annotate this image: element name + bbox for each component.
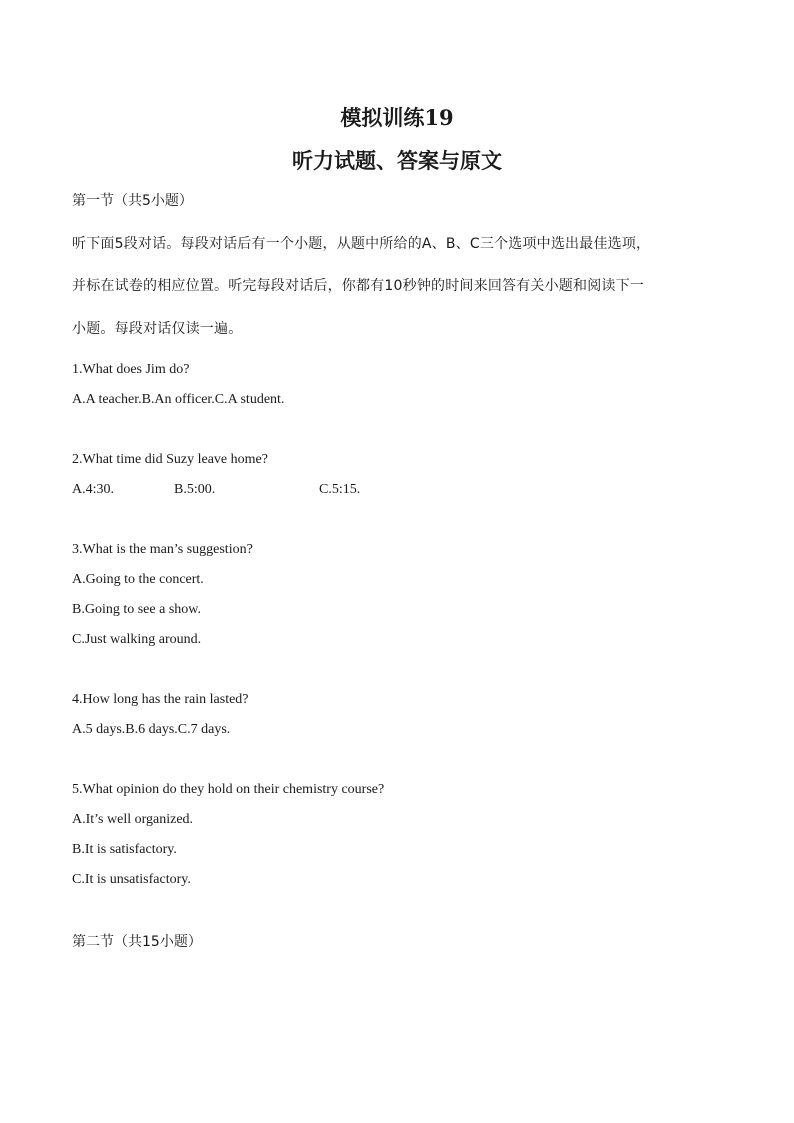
- question-5-option-b: B.It is satisfactory.: [72, 842, 177, 857]
- question-3: 3.What is the man’s suggestion?: [72, 542, 253, 557]
- question-1: 1.What does Jim do?: [72, 362, 190, 377]
- question-4-options: A.5 days.B.6 days.C.7 days.: [72, 722, 231, 737]
- section1-heading: 第一节（共5小题）: [72, 193, 193, 209]
- instruction-line-3: 小题。每段对话仅读一遍。: [72, 321, 243, 337]
- question-4: 4.How long has the rain lasted?: [72, 692, 249, 707]
- question-3-option-a: A.Going to the concert.: [72, 572, 204, 587]
- question-2: 2.What time did Suzy leave home?: [72, 452, 268, 467]
- question-5-option-c: C.It is unsatisfactory.: [72, 872, 191, 887]
- question-1-options: A.A teacher.B.An officer.C.A student.: [72, 392, 285, 407]
- question-3-option-c: C.Just walking around.: [72, 632, 202, 647]
- question-5-option-a: A.It’s well organized.: [72, 812, 194, 827]
- question-2-options: [72, 482, 360, 498]
- question-5: 5.What opinion do they hold on their chemistry course?: [72, 782, 385, 797]
- page-subtitle: 听力试题、答案与原文: [292, 148, 502, 173]
- page-title: 模拟训练19: [340, 105, 454, 130]
- option-a: A.4:30.: [72, 482, 114, 497]
- instruction-line-1: 听下面5段对话。每段对话后有一个小题，从题中所给的A、B、C三个选项中选出最佳选项，: [72, 236, 651, 252]
- question-3-option-b: B.Going to see a show.: [72, 602, 201, 617]
- option-b: B.5:00.: [174, 482, 216, 497]
- option-c: C.5:15.: [319, 482, 361, 497]
- section2-heading: 第二节（共15小题）: [72, 934, 202, 950]
- instruction-line-2: 并标在试卷的相应位置。听完每段对话后，你都有10秒钟的时间来回答有关小题和阅读下一: [72, 278, 645, 294]
